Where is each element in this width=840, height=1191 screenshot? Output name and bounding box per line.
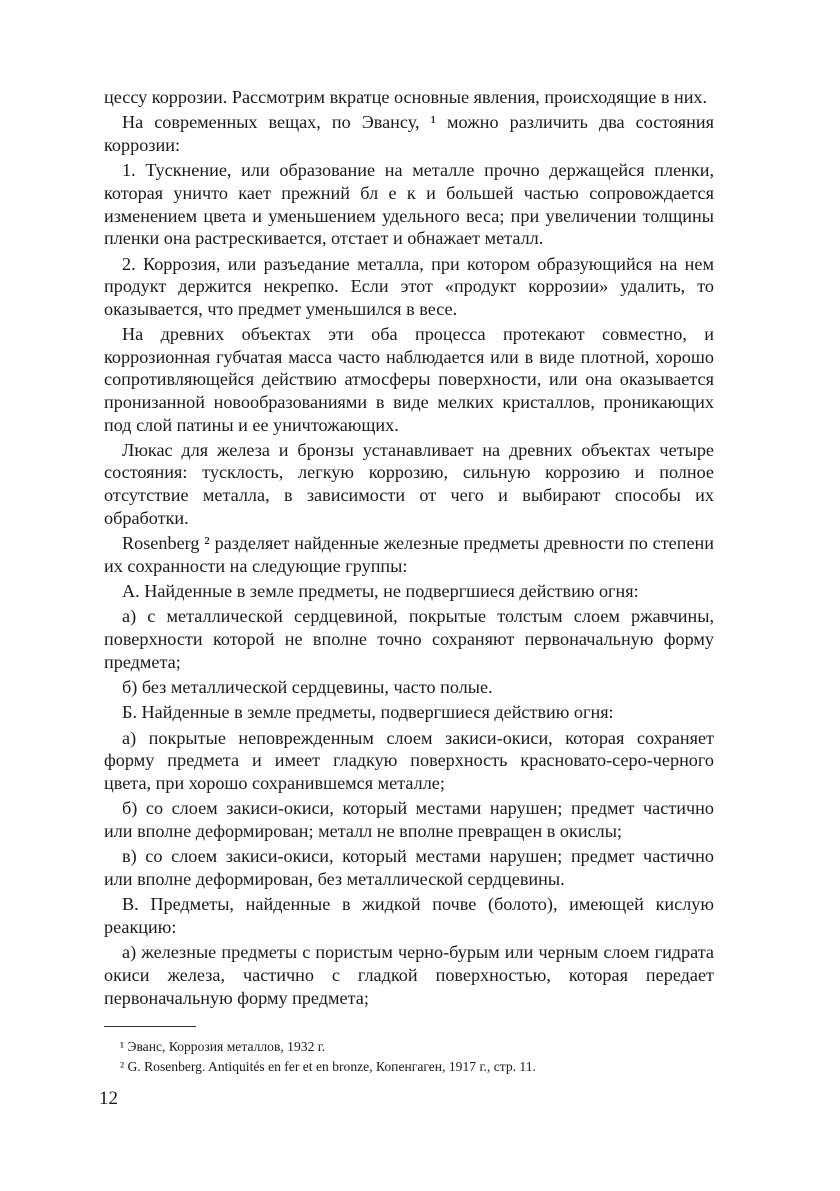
paragraph: б) без металлической сердцевины, часто полые. [122, 677, 493, 698]
paragraph: А. Найденные в земле предметы, не подвергшиеся действию огня: [122, 581, 639, 602]
footnotes [104, 1037, 714, 1077]
paragraph: Люкас для железа и бронзы устанавливает на древних объектах четыре состояния: тусклость, легкую коррозию, сильную коррозию и полное отсутствие металла, в зависимости от чего и выбирают способы их обработки. [104, 439, 714, 528]
footnote-divider [104, 1026, 196, 1027]
paragraph: Б. Найденные в земле предметы, подвергшиеся действию огня: [122, 702, 614, 723]
paragraph: На современных вещах, по Эвансу, ¹ можно различить два состояния коррозии: [104, 112, 714, 155]
paragraph: Rosenberg ² разделяет найденные железные предметы древности по степени их сохранности на следующие группы: [104, 533, 714, 576]
page-number: 12 [99, 1088, 118, 1109]
paragraph: На древних объектах эти оба процесса протекают совместно, и коррозионная губчатая масса часто наблюдается или в виде плотной, хорошо сопротивляющейся действию атмосферы поверхности, или она оказывается пронизанной новообразованиями в виде мелких кристаллов, проникающих под слой патины и ее уничтожающих. [104, 324, 714, 435]
paragraph: а) с металлической сердцевиной, покрытые толстым слоем ржавчины, поверхности которой не вполне точно сохраняют первоначальную форму предмета; [104, 606, 714, 672]
paragraph: а) железные предметы с пористым черно-бурым или черным слоем гидрата окиси железа, частично с гладкой поверхностью, которая передает первоначальную форму предмета; [104, 942, 714, 1008]
body-text [104, 86, 714, 1012]
paragraph: 2. Коррозия, или разъедание металла, при котором образующийся на нем продукт держится некрепко. Если этот «продукт коррозии» удалить, то оказывается, что предмет уменьшился в весе. [104, 253, 714, 319]
paragraph: б) со слоем закиси-окиси, который местами нарушен; предмет частично или вполне деформирован; металл не вполне превращен в окислы; [104, 798, 714, 841]
paragraph: а) покрытые неповрежденным слоем закиси-окиси, которая сохраняет форму предмета и имеет гладкую поверхность красновато-серо-черного цвета, при хорошо сохранившемся металле; [104, 727, 714, 793]
footnote: ¹ Эванс, Коррозия металлов, 1932 г. [120, 1039, 326, 1054]
footnote: ² G. Rosenberg. Antiquités en fer et en bronze, Копенгаген, 1917 г., стр. 11. [120, 1059, 536, 1074]
paragraph: цессу коррозии. Рассмотрим вкратце основные явления, происходящие в них. [104, 87, 708, 107]
paragraph: 1. Тускнение, или образование на металле прочно держащейся пленки, которая уничто кает прежний бл е к и большей частью сопровождается изменением цвета и уменьшением удельного веса; при увеличении толщины пленки она растрескивается, отстает и обнажает металл. [104, 160, 714, 249]
paragraph: в) со слоем закиси-окиси, который местами нарушен; предмет частично или вполне деформирован, без металлической сердцевины. [104, 846, 714, 889]
paragraph: В. Предметы, найденные в жидкой почве (болото), имеющей кислую реакцию: [104, 894, 714, 937]
